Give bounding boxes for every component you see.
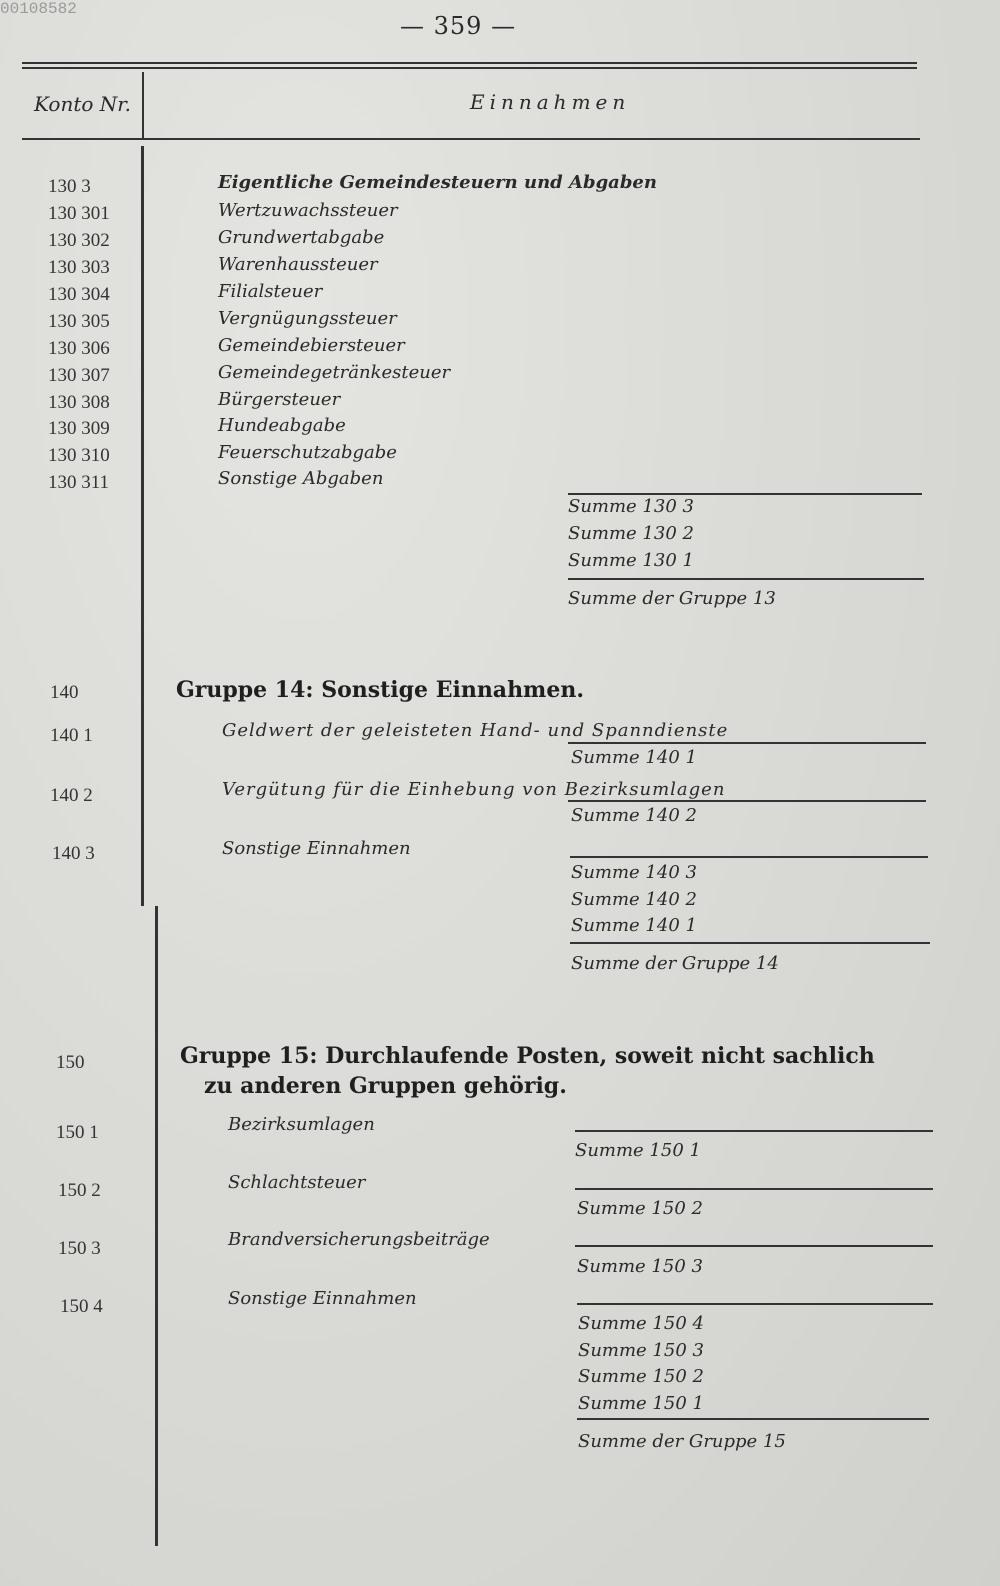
group-title-continued: zu anderen Gruppen gehörig. — [204, 1073, 567, 1099]
subtotal-label: Summe 150 3 — [578, 1340, 704, 1361]
account-description: Hundeabgabe — [218, 415, 346, 436]
sum-rule — [575, 1188, 933, 1190]
column-header-konto: Konto Nr. — [34, 92, 131, 116]
account-number: 130 309 — [48, 418, 110, 439]
sum-rule — [570, 856, 928, 858]
account-number: 150 3 — [58, 1238, 101, 1259]
sum-rule — [568, 800, 926, 802]
subtotal-label: Summe 150 1 — [578, 1393, 704, 1414]
account-number: 130 3 — [48, 176, 91, 197]
account-description: Vergütung für die Einhebung von Bezirksumlagen — [222, 779, 726, 800]
group-title: Gruppe 14: Sonstige Einnahmen. — [176, 677, 584, 703]
group-total-label: Summe der Gruppe 13 — [568, 588, 776, 609]
account-description: Gemeindegetränkesteuer — [218, 362, 451, 383]
group-title: Gruppe 15: Durchlaufende Posten, soweit nicht sachlich — [180, 1043, 875, 1069]
account-number: 130 311 — [48, 472, 110, 493]
archive-stamp: 00108582 — [0, 0, 77, 18]
subtotal-label: Summe 150 1 — [575, 1140, 701, 1161]
sum-rule — [568, 578, 924, 580]
header-column-divider — [142, 72, 144, 140]
column-divider-upper — [141, 146, 144, 906]
account-description: Geldwert der geleisteten Hand- und Spanndienste — [222, 720, 729, 741]
account-description: Sonstige Einnahmen — [222, 838, 411, 859]
column-divider-lower — [155, 906, 158, 1546]
subtotal-label: Summe 130 1 — [568, 550, 694, 571]
sum-rule — [577, 1303, 933, 1305]
account-description: Wertzuwachssteuer — [218, 200, 398, 221]
sum-rule — [575, 1245, 933, 1247]
subtotal-label: Summe 150 3 — [577, 1256, 703, 1277]
subtotal-label: Summe 150 2 — [577, 1198, 703, 1219]
account-number: 150 1 — [56, 1122, 99, 1143]
subtotal-label: Summe 140 1 — [571, 747, 697, 768]
account-description: Eigentliche Gemeindesteuern und Abgaben — [218, 172, 657, 193]
account-number: 130 306 — [48, 338, 110, 359]
group-total-label: Summe der Gruppe 14 — [571, 953, 779, 974]
account-description: Gemeindebiersteuer — [218, 335, 405, 356]
account-number: 130 301 — [48, 203, 110, 224]
account-description: Brandversicherungsbeiträge — [228, 1229, 490, 1250]
account-number: 130 310 — [48, 445, 110, 466]
subtotal-label: Summe 150 4 — [578, 1313, 704, 1334]
account-number: 130 303 — [48, 257, 110, 278]
account-number: 130 308 — [48, 392, 110, 413]
account-number: 150 2 — [58, 1180, 101, 1201]
account-number: 130 302 — [48, 230, 110, 251]
account-description: Grundwertabgabe — [218, 227, 385, 248]
account-description: Feuerschutzabgabe — [218, 442, 397, 463]
account-description: Bürgersteuer — [218, 389, 341, 410]
account-number: 130 304 — [48, 284, 110, 305]
sum-rule — [568, 493, 922, 495]
subtotal-label: Summe 130 2 — [568, 523, 694, 544]
account-description: Bezirksumlagen — [228, 1114, 375, 1135]
account-number: 140 2 — [50, 785, 93, 806]
subtotal-label: Summe 140 3 — [571, 862, 697, 883]
page-number: — 359 — — [400, 12, 517, 40]
account-number: 140 1 — [50, 725, 93, 746]
account-description: Sonstige Einnahmen — [228, 1288, 417, 1309]
account-description: Filialsteuer — [218, 281, 323, 302]
sum-rule — [577, 1418, 929, 1420]
account-number: 150 — [56, 1052, 85, 1073]
column-header-einnahmen: Einnahmen — [470, 90, 631, 114]
subtotal-label: Summe 150 2 — [578, 1366, 704, 1387]
account-number: 130 305 — [48, 311, 110, 332]
subtotal-label: Summe 140 2 — [571, 805, 697, 826]
account-number: 140 — [50, 682, 79, 703]
account-description: Schlachtsteuer — [228, 1172, 366, 1193]
subtotal-label: Summe 140 1 — [571, 915, 697, 936]
subtotal-label: Summe 140 2 — [571, 889, 697, 910]
subtotal-label: Summe 130 3 — [568, 496, 694, 517]
account-description: Vergnügungssteuer — [218, 308, 397, 329]
header-rule-top — [22, 62, 917, 64]
account-number: 150 4 — [60, 1296, 103, 1317]
account-number: 140 3 — [52, 843, 95, 864]
header-rule-top-2 — [22, 67, 917, 69]
group-total-label: Summe der Gruppe 15 — [578, 1431, 786, 1452]
sum-rule — [570, 942, 930, 944]
header-rule-bottom — [22, 138, 920, 140]
sum-rule — [568, 742, 926, 744]
account-number: 130 307 — [48, 365, 110, 386]
sum-rule — [575, 1130, 933, 1132]
account-description: Sonstige Abgaben — [218, 468, 384, 489]
account-description: Warenhaussteuer — [218, 254, 378, 275]
